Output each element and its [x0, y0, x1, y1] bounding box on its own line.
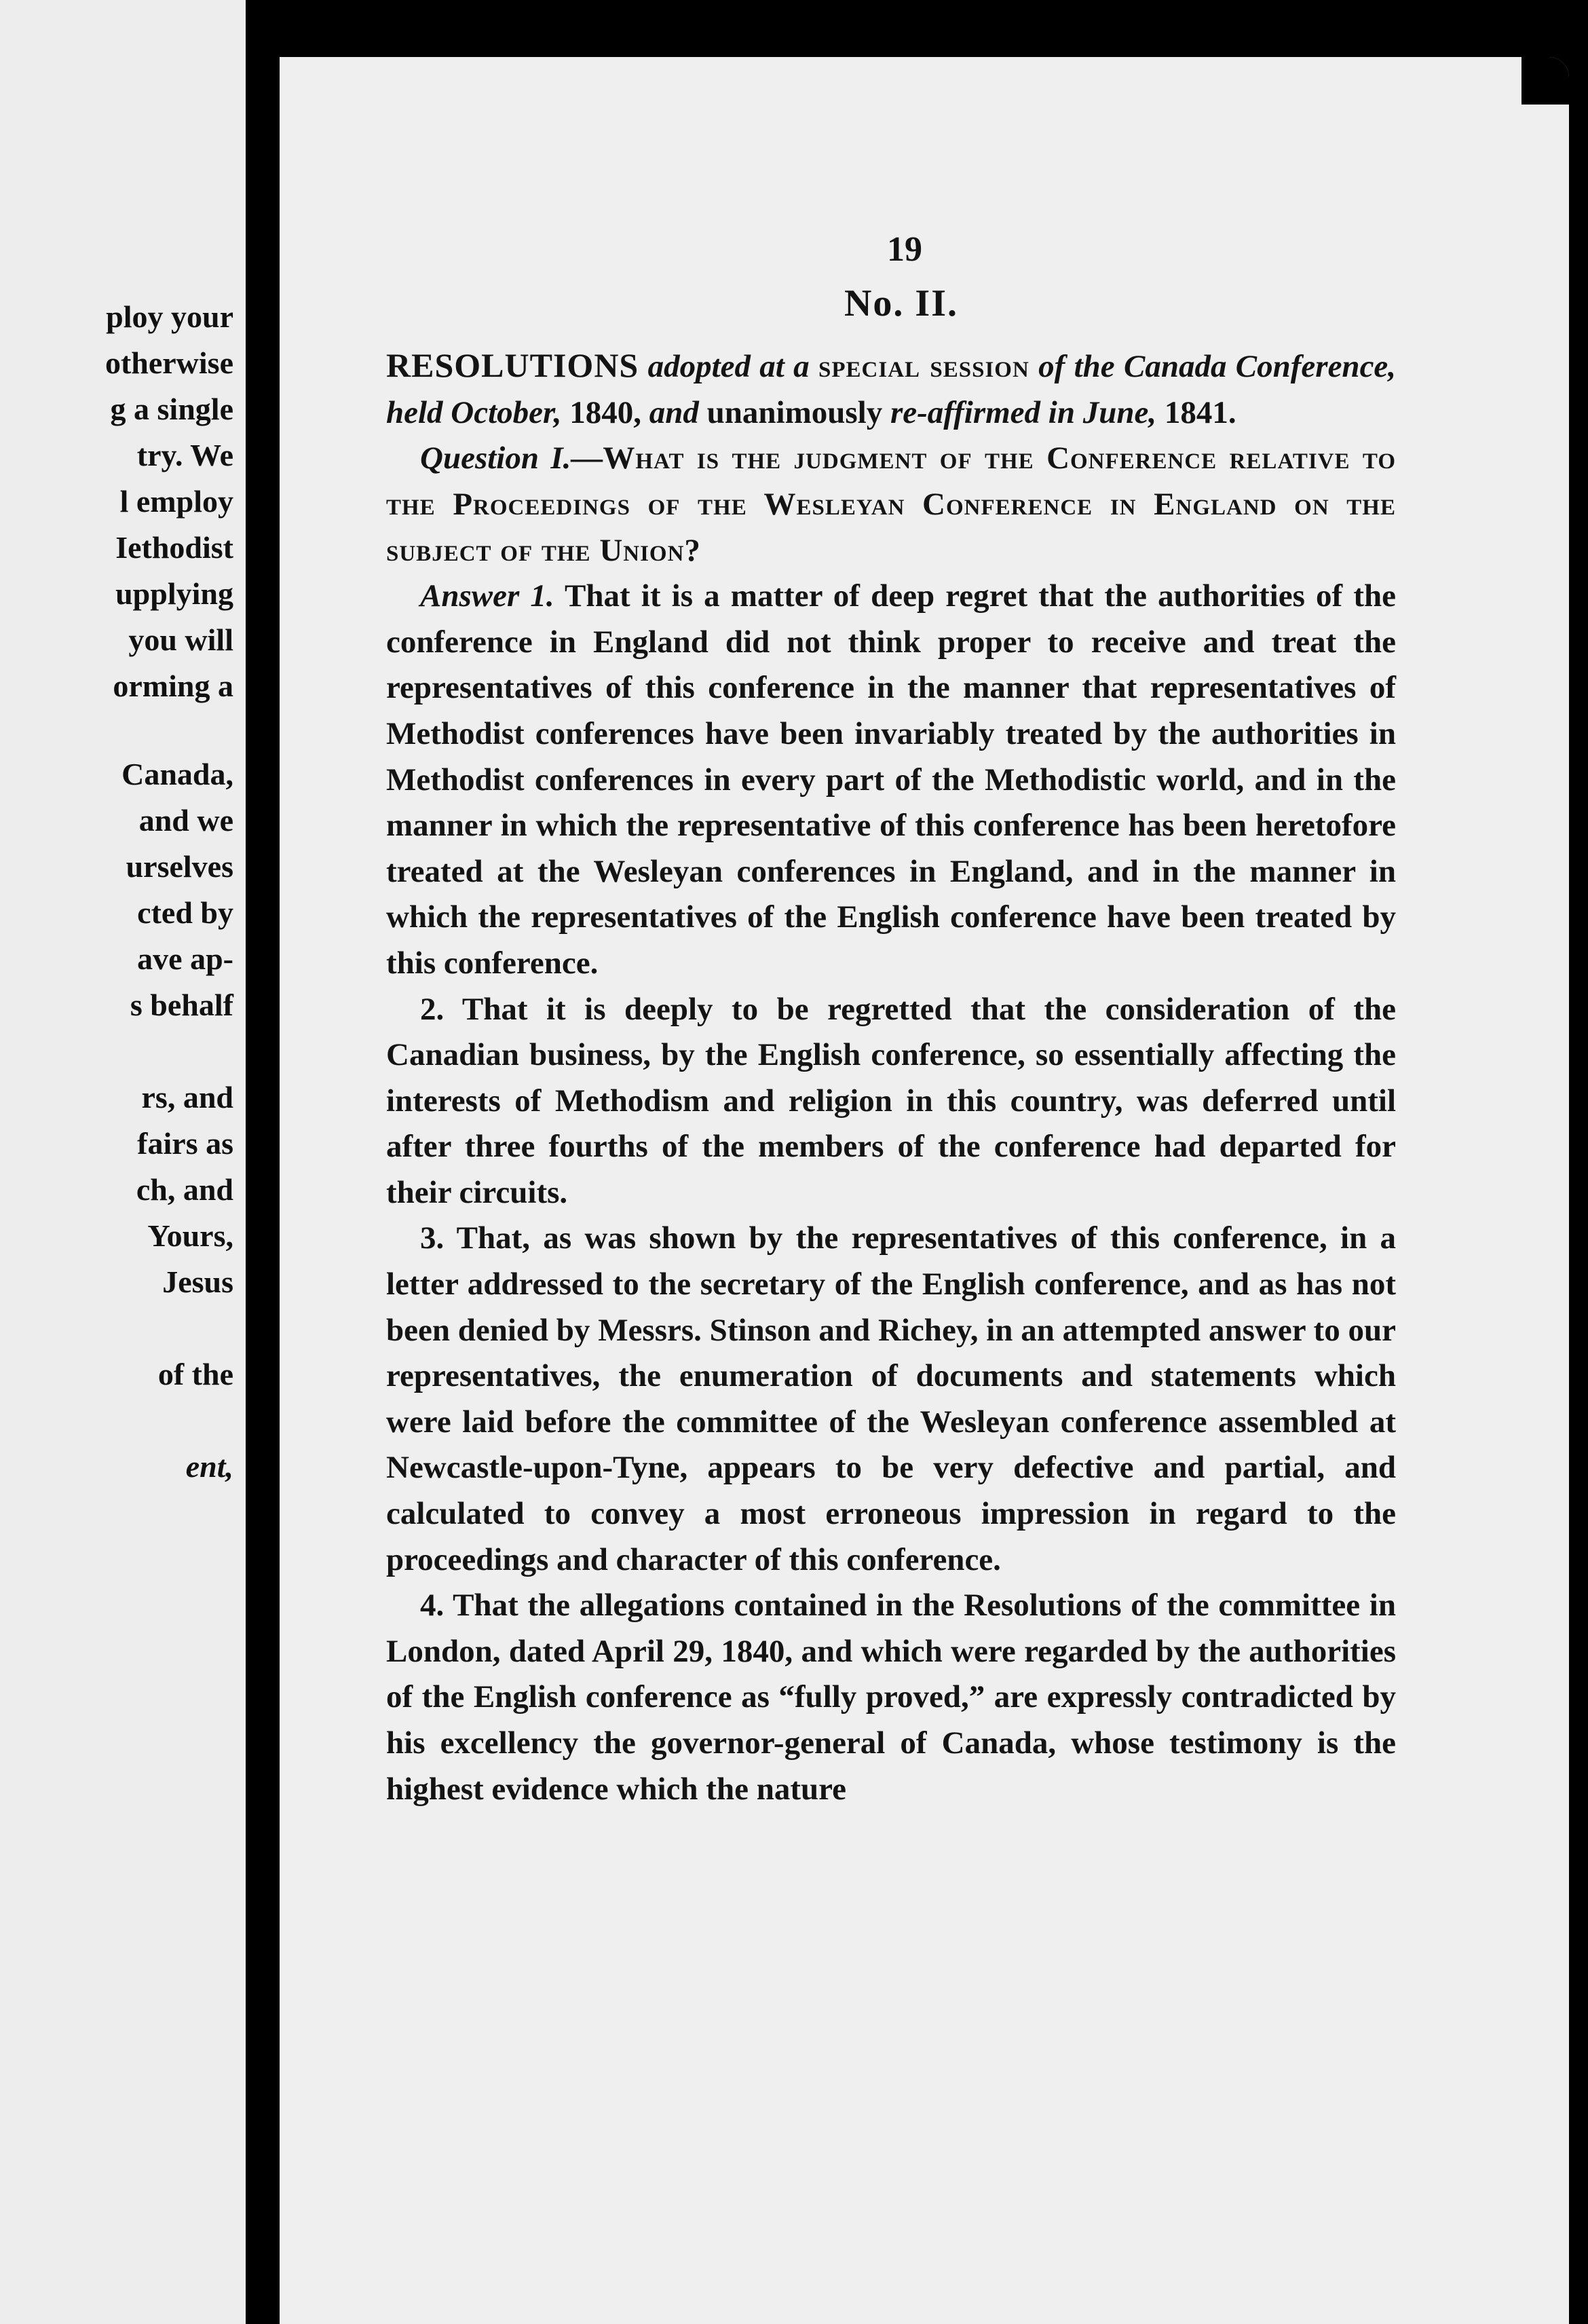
- facing-page-line: Jesus: [162, 1264, 233, 1299]
- facing-page-line: s behalf: [130, 988, 233, 1022]
- answer-paragraph: [386, 1583, 1396, 1812]
- facing-page-line: and we: [138, 803, 233, 838]
- resolutions-year: 1841.: [1164, 394, 1236, 430]
- resolutions-text: re-affirmed in June,: [890, 394, 1157, 430]
- resolutions-text: and: [649, 394, 699, 430]
- facing-page-line: ave ap-: [137, 941, 233, 976]
- resolutions-text: of the Canada Conference, held October,: [386, 349, 1397, 430]
- answer-text: That the allegations contained in the Resolutions of the committee in London, dated April 29, 1840, and which were regarded by the authorities of the English conference as “fully proved,” are expressly contradicted by his excellency the governor-general of Canada, whose testimony is the highest evidence which the nature: [386, 1588, 1397, 1807]
- answer-paragraph: [386, 987, 1396, 1216]
- resolutions-year: 1840,: [569, 394, 641, 430]
- question-paragraph: [386, 436, 1396, 574]
- facing-page-line: cted by: [137, 895, 233, 930]
- facing-page-line: rs, and: [141, 1080, 233, 1114]
- answer-label: Answer 1.: [420, 578, 554, 614]
- facing-page-line: ent,: [185, 1449, 233, 1484]
- question-label: Question I.—: [420, 441, 603, 476]
- resolutions-text: adopted at a: [647, 349, 810, 385]
- facing-page-line: you will: [128, 622, 233, 657]
- question-text: What is the judgment of the Conference relative to the Proceedings of the Wesleyan Conference in England on the subject of the Union?: [386, 441, 1396, 568]
- facing-page-line: g a single: [110, 392, 233, 426]
- answer-paragraph: [386, 1216, 1396, 1583]
- resolutions-title: [386, 343, 1396, 436]
- resolutions-label: RESOLUTIONS: [386, 346, 639, 385]
- facing-page-line: ch, and: [136, 1172, 233, 1207]
- facing-page-line: try. We: [136, 438, 233, 472]
- answer-label: 3.: [420, 1220, 445, 1256]
- page-number: 19: [887, 230, 922, 269]
- special-session-text: special session: [818, 349, 1029, 385]
- facing-page-line: of the: [157, 1357, 233, 1391]
- page-corner: [1521, 57, 1569, 105]
- facing-page-line: urselves: [126, 849, 233, 884]
- facing-page-line: ploy your: [106, 299, 233, 334]
- answer-text: That it is deeply to be regretted that the consideration of the Canadian business, by the English conference, so essentially affecting the interests of Methodism and religion in this country, was deferred until after three fourths of the members of the conference had departed for their circuits.: [386, 991, 1396, 1210]
- answer-paragraph: [386, 574, 1396, 986]
- answer-label: 2.: [420, 991, 445, 1027]
- facing-page-line: Yours,: [147, 1218, 233, 1253]
- page-text: [386, 227, 1396, 1812]
- answer-text: That, as was shown by the representatives of this conference, in a letter addressed to the secretary of the English conference, and as has not been denied by Messrs. Stinson and Richey, in an attempted answer to our representatives, the enumeration of documents and statements which were laid before the committee of the Wesleyan conference assembled at Newcastle-upon-Tyne, appears to be very defective and partial, and calculated to convey a most erroneous impression in regard to the proceedings and character of this conference.: [386, 1220, 1396, 1577]
- answer-text: That it is a matter of deep regret that the authorities of the conference in England did not think proper to receive and treat the representatives of this conference in the manner that representatives of Methodist conferences have been invariably treated by the authorities in Methodist conferences in every part of the Methodistic world, and in the manner in which the representative of this conference has been heretofore treated at the Wesleyan conferences in England, and in the manner in which the representatives of the English conference have been treated by this conference.: [386, 578, 1396, 981]
- facing-page-line: Iethodist: [115, 530, 233, 565]
- answer-label: 4.: [420, 1588, 445, 1624]
- facing-page-line: upplying: [115, 576, 233, 611]
- book-page: [280, 57, 1569, 2324]
- facing-page-line: orming a: [113, 669, 233, 703]
- facing-page-line: otherwise: [105, 345, 233, 380]
- facing-page-fragment: [0, 0, 246, 2324]
- section-heading: No. II.: [844, 282, 959, 324]
- book-gutter: [246, 0, 280, 2324]
- facing-page-line: Canada,: [121, 757, 233, 791]
- facing-page-line: l employ: [119, 484, 233, 519]
- resolutions-text: unanimously: [706, 394, 883, 430]
- facing-page-line: fairs as: [137, 1126, 233, 1161]
